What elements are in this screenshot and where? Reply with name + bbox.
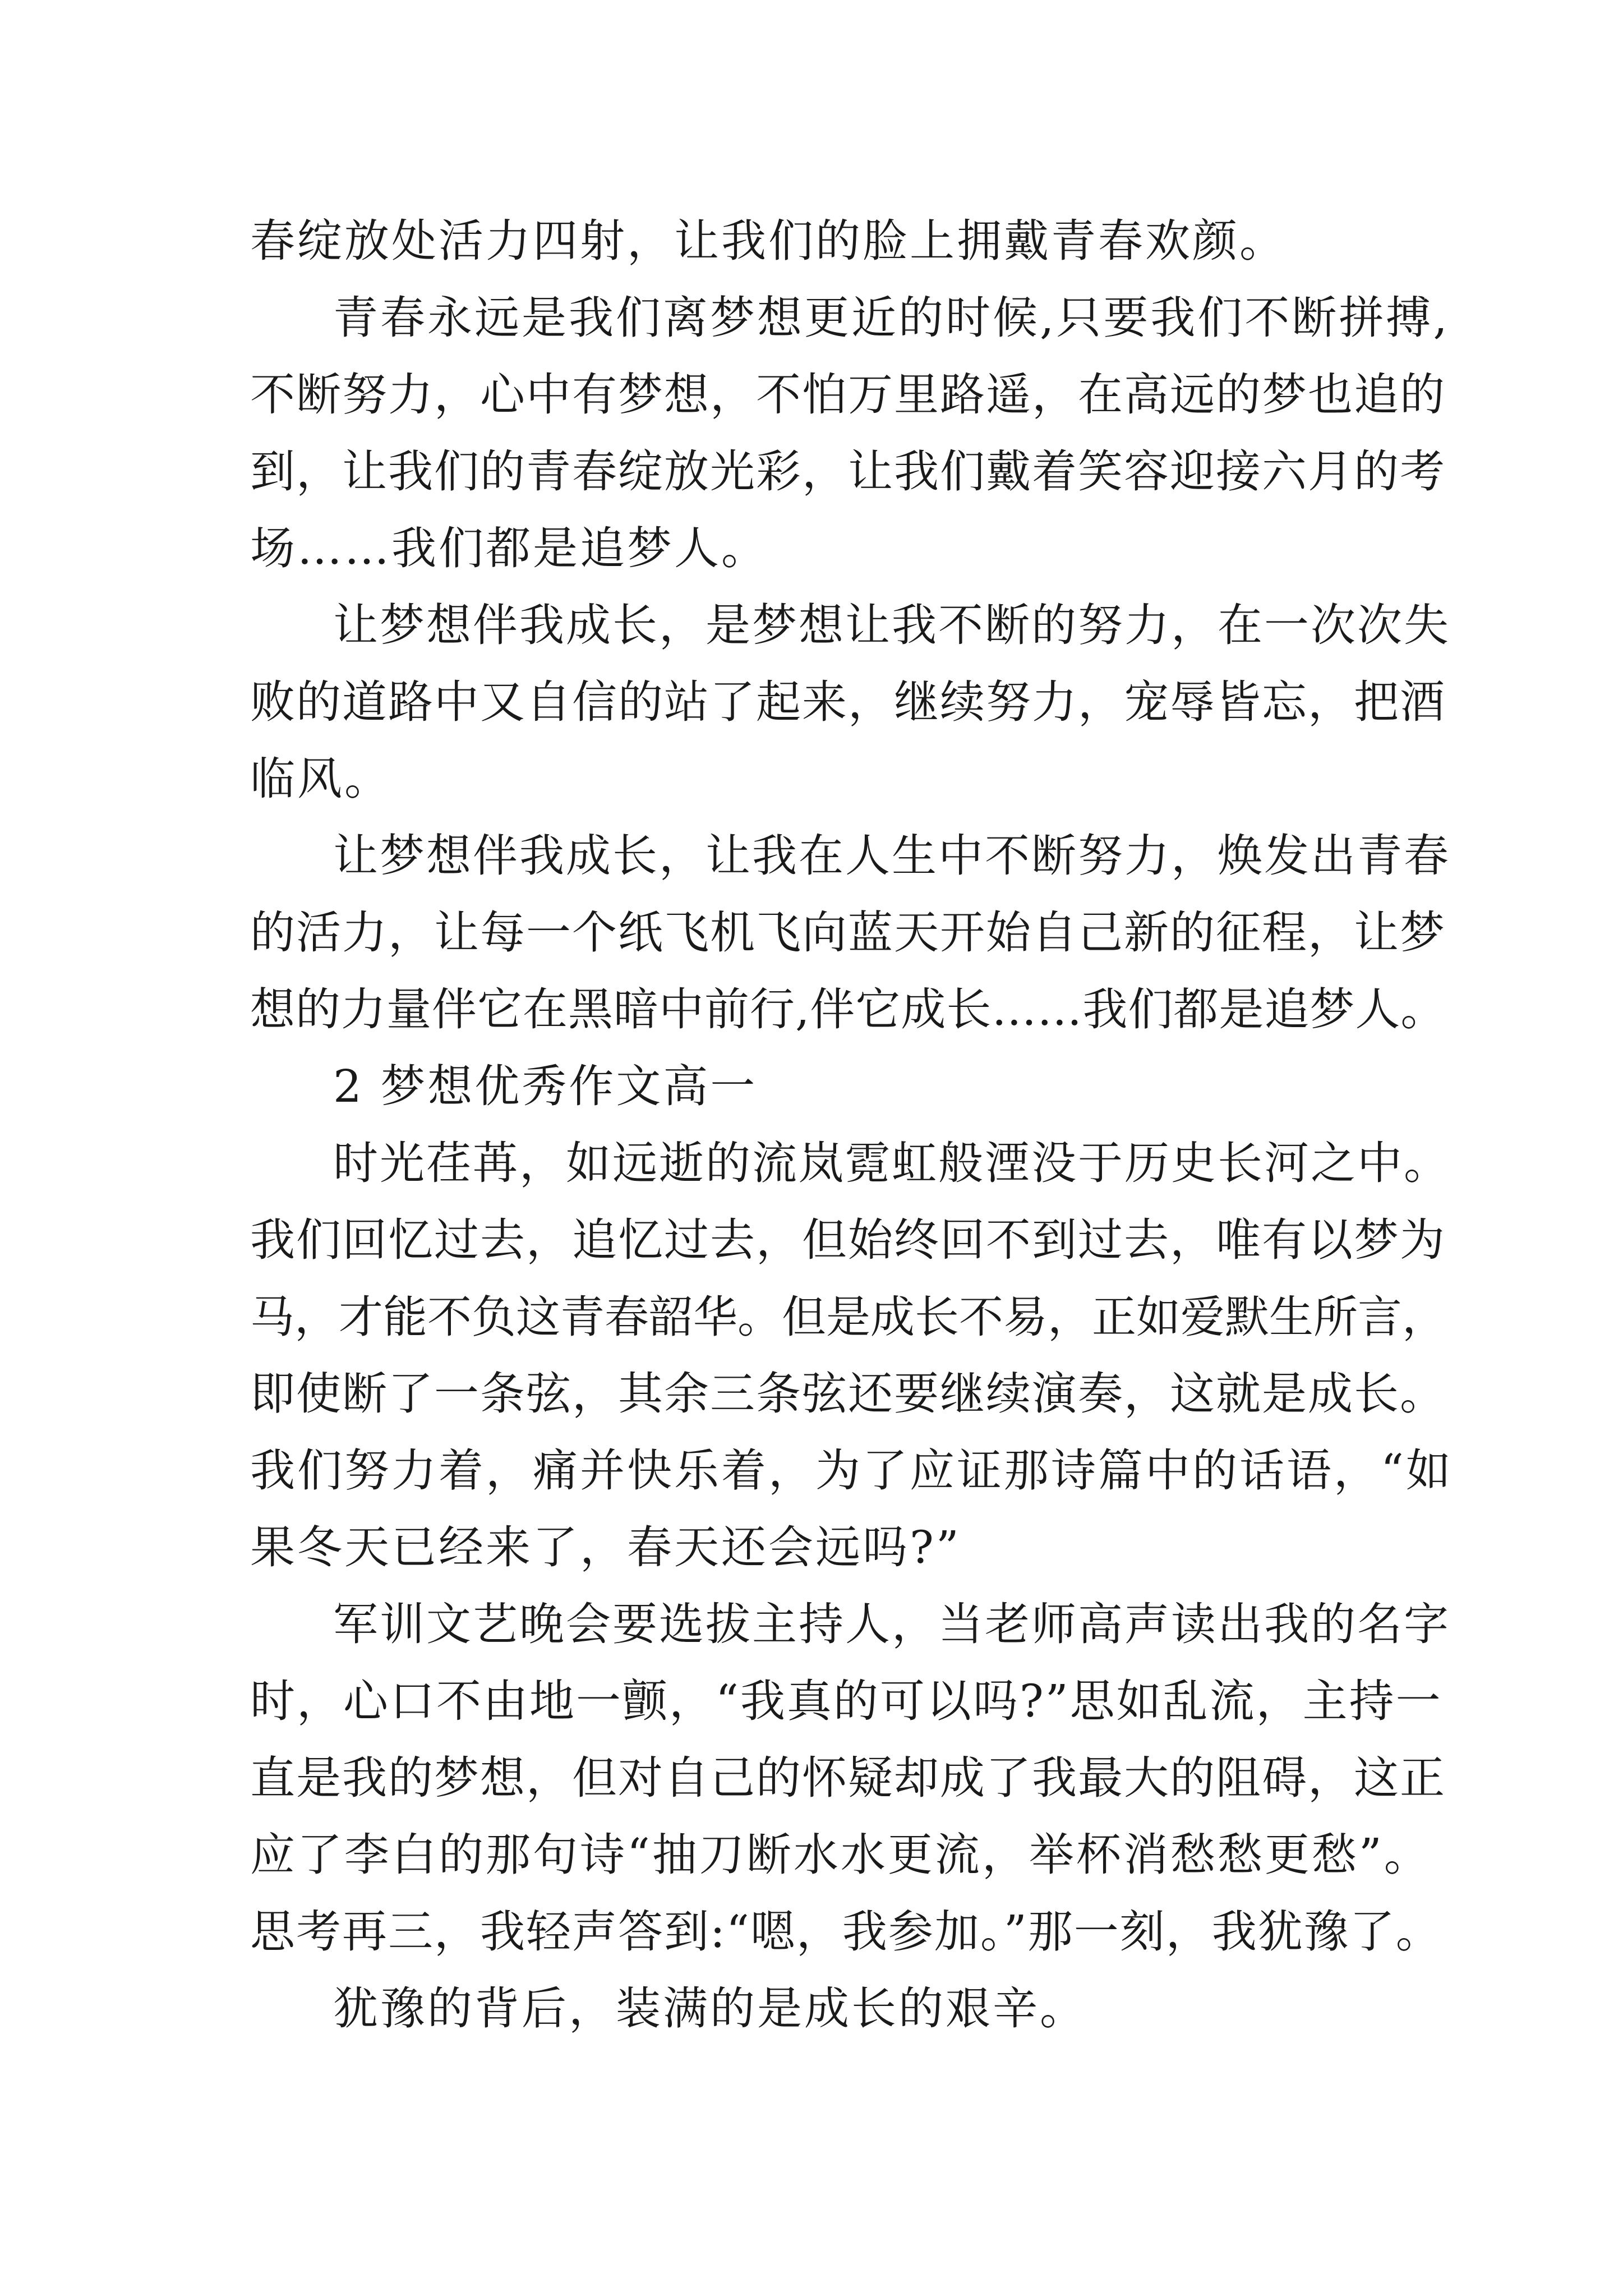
paragraph-line: 青春永远是我们离梦想更近的时候,只要我们不断拼搏, xyxy=(333,292,1450,344)
text-line: 临风。 xyxy=(250,753,391,805)
paragraph-line: 时光荏苒，如远逝的流岚霓虹般湮没于历史长河之中。 xyxy=(333,1137,1450,1189)
text-line: 果冬天已经来了，春天还会远吗?” xyxy=(250,1521,961,1573)
section-heading: 2 梦想优秀作文高一 xyxy=(333,1060,758,1112)
text-line: 春绽放处活力四射，让我们的脸上拥戴青春欢颜。 xyxy=(250,215,1287,267)
paragraph-line: 军训文艺晚会要选拔主持人，当老师高声读出我的名字 xyxy=(333,1598,1450,1650)
paragraph-line: 犹豫的背后，装满的是成长的艰辛。 xyxy=(333,1982,1087,2035)
text-line: 时，心口不由地一颤，“我真的可以吗?”思如乱流，主持一 xyxy=(250,1675,1442,1727)
text-line: 到，让我们的青春绽放光彩，让我们戴着笑容迎接六月的考 xyxy=(250,445,1446,498)
text-line: 败的道路中又自信的站了起来，继续努力，宠辱皆忘，把酒 xyxy=(250,676,1446,728)
text-line: 马，才能不负这青春韶华。但是成长不易，正如爱默生所言， xyxy=(250,1291,1446,1343)
text-line: 不断努力，心中有梦想，不怕万里路遥，在高远的梦也追的 xyxy=(250,369,1446,421)
paragraph-line: 让梦想伴我成长，让我在人生中不断努力，焕发出青春 xyxy=(333,830,1450,882)
text-line: 场……我们都是追梦人。 xyxy=(250,522,768,574)
text-line: 我们努力着，痛并快乐着，为了应证那诗篇中的话语，“如 xyxy=(250,1444,1453,1497)
paragraph-line: 让梦想伴我成长，是梦想让我不断的努力，在一次次失 xyxy=(333,599,1450,651)
text-line: 我们回忆过去，追忆过去，但始终回不到过去，唯有以梦为 xyxy=(250,1214,1446,1266)
text-line: 思考再三，我轻声答到:“嗯，我参加。”那一刻，我犹豫了。 xyxy=(250,1906,1442,1958)
text-line: 即使断了一条弦，其余三条弦还要继续演奏，这就是成长。 xyxy=(250,1368,1446,1420)
text-line: 直是我的梦想，但对自己的怀疑却成了我最大的阻碍，这正 xyxy=(250,1752,1446,1804)
text-line: 想的力量伴它在黑暗中前行,伴它成长……我们都是追梦人。 xyxy=(250,983,1446,1036)
text-line: 的活力，让每一个纸飞机飞向蓝天开始自己新的征程，让梦 xyxy=(250,907,1446,959)
text-line: 应了李白的那句诗“抽刀断水水更流，举杯消愁愁更愁”。 xyxy=(250,1829,1431,1881)
